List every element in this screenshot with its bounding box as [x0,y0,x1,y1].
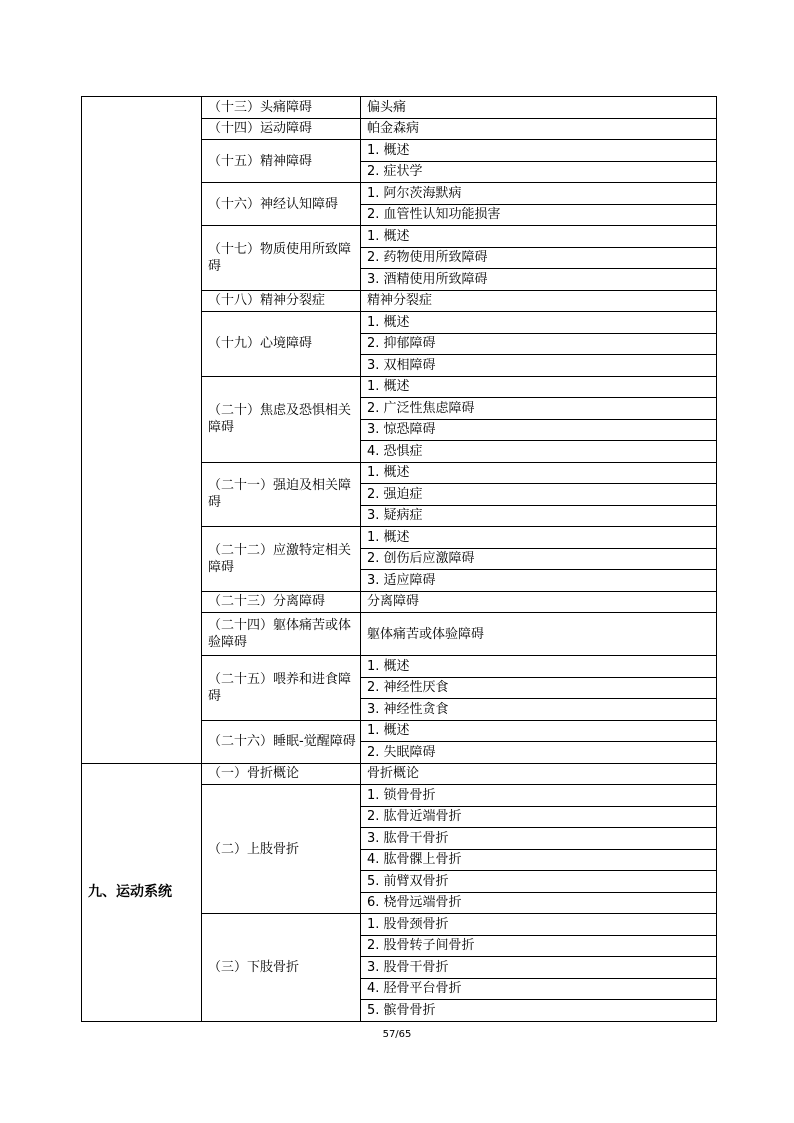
topic-cell: 3. 双相障碍 [361,355,717,377]
syllabus-table [81,96,717,1022]
topic-cell: 1. 概述 [361,376,717,398]
section-cell: （二十）焦虑及恐惧相关障碍 [202,376,361,462]
topic-cell: 1. 概述 [361,312,717,334]
topic-cell: 精神分裂症 [361,290,717,312]
topic-cell: 2. 血管性认知功能损害 [361,204,717,226]
section-cell: （二十五）喂养和进食障碍 [202,656,361,721]
topic-cell: 3. 惊恐障碍 [361,419,717,441]
topic-cell: 骨折概论 [361,763,717,785]
section-cell: （十九）心境障碍 [202,312,361,377]
topic-cell: 帕金森病 [361,118,717,140]
section-cell: （十七）物质使用所致障碍 [202,226,361,291]
section-cell: （二十三）分离障碍 [202,591,361,613]
topic-cell: 3. 神经性贪食 [361,699,717,721]
page-number: 57/65 [382,1029,412,1040]
topic-cell: 3. 疑病症 [361,505,717,527]
topic-cell: 2. 药物使用所致障碍 [361,247,717,269]
topic-cell: 3. 股骨干骨折 [361,957,717,979]
topic-cell: 2. 广泛性焦虑障碍 [361,398,717,420]
section-cell: （十三）头痛障碍 [202,97,361,119]
topic-cell: 1. 概述 [361,140,717,162]
topic-cell: 2. 肱骨近端骨折 [361,806,717,828]
table-row [82,763,717,785]
topic-cell: 1. 概述 [361,720,717,742]
topic-cell: 1. 锁骨骨折 [361,785,717,807]
system-cell [82,97,202,764]
topic-cell: 3. 肱骨干骨折 [361,828,717,850]
topic-cell: 5. 髌骨骨折 [361,1000,717,1022]
system-cell: 九、运动系统 [82,763,202,1021]
table-row [82,97,717,119]
topic-cell: 2. 抑郁障碍 [361,333,717,355]
section-cell: （十八）精神分裂症 [202,290,361,312]
section-cell: （二十一）强迫及相关障碍 [202,462,361,527]
topic-cell: 4. 胫骨平台骨折 [361,978,717,1000]
topic-cell: 4. 恐惧症 [361,441,717,463]
topic-cell: 2. 强迫症 [361,484,717,506]
section-cell: （二十二）应激特定相关障碍 [202,527,361,592]
topic-cell: 1. 概述 [361,462,717,484]
topic-cell: 2. 创伤后应激障碍 [361,548,717,570]
topic-cell: 6. 桡骨远端骨折 [361,892,717,914]
topic-cell: 1. 概述 [361,226,717,248]
topic-cell: 4. 肱骨髁上骨折 [361,849,717,871]
topic-cell: 2. 症状学 [361,161,717,183]
section-cell: （十六）神经认知障碍 [202,183,361,226]
section-cell: （二十六）睡眠-觉醒障碍 [202,720,361,763]
topic-cell: 3. 酒精使用所致障碍 [361,269,717,291]
section-cell: （二十四）躯体痛苦或体验障碍 [202,613,361,656]
section-cell: （一）骨折概论 [202,763,361,785]
section-cell: （十四）运动障碍 [202,118,361,140]
topic-cell: 5. 前臂双骨折 [361,871,717,893]
topic-cell: 1. 概述 [361,656,717,678]
section-cell: （十五）精神障碍 [202,140,361,183]
topic-cell: 1. 阿尔茨海默病 [361,183,717,205]
topic-cell: 2. 股骨转子间骨折 [361,935,717,957]
topic-cell: 分离障碍 [361,591,717,613]
topic-cell: 2. 神经性厌食 [361,677,717,699]
section-cell: （三）下肢骨折 [202,914,361,1022]
topic-cell: 偏头痛 [361,97,717,119]
topic-cell: 1. 股骨颈骨折 [361,914,717,936]
topic-cell: 1. 概述 [361,527,717,549]
topic-cell: 2. 失眠障碍 [361,742,717,764]
topic-cell: 3. 适应障碍 [361,570,717,592]
topic-cell: 躯体痛苦或体验障碍 [361,613,717,656]
section-cell: （二）上肢骨折 [202,785,361,914]
